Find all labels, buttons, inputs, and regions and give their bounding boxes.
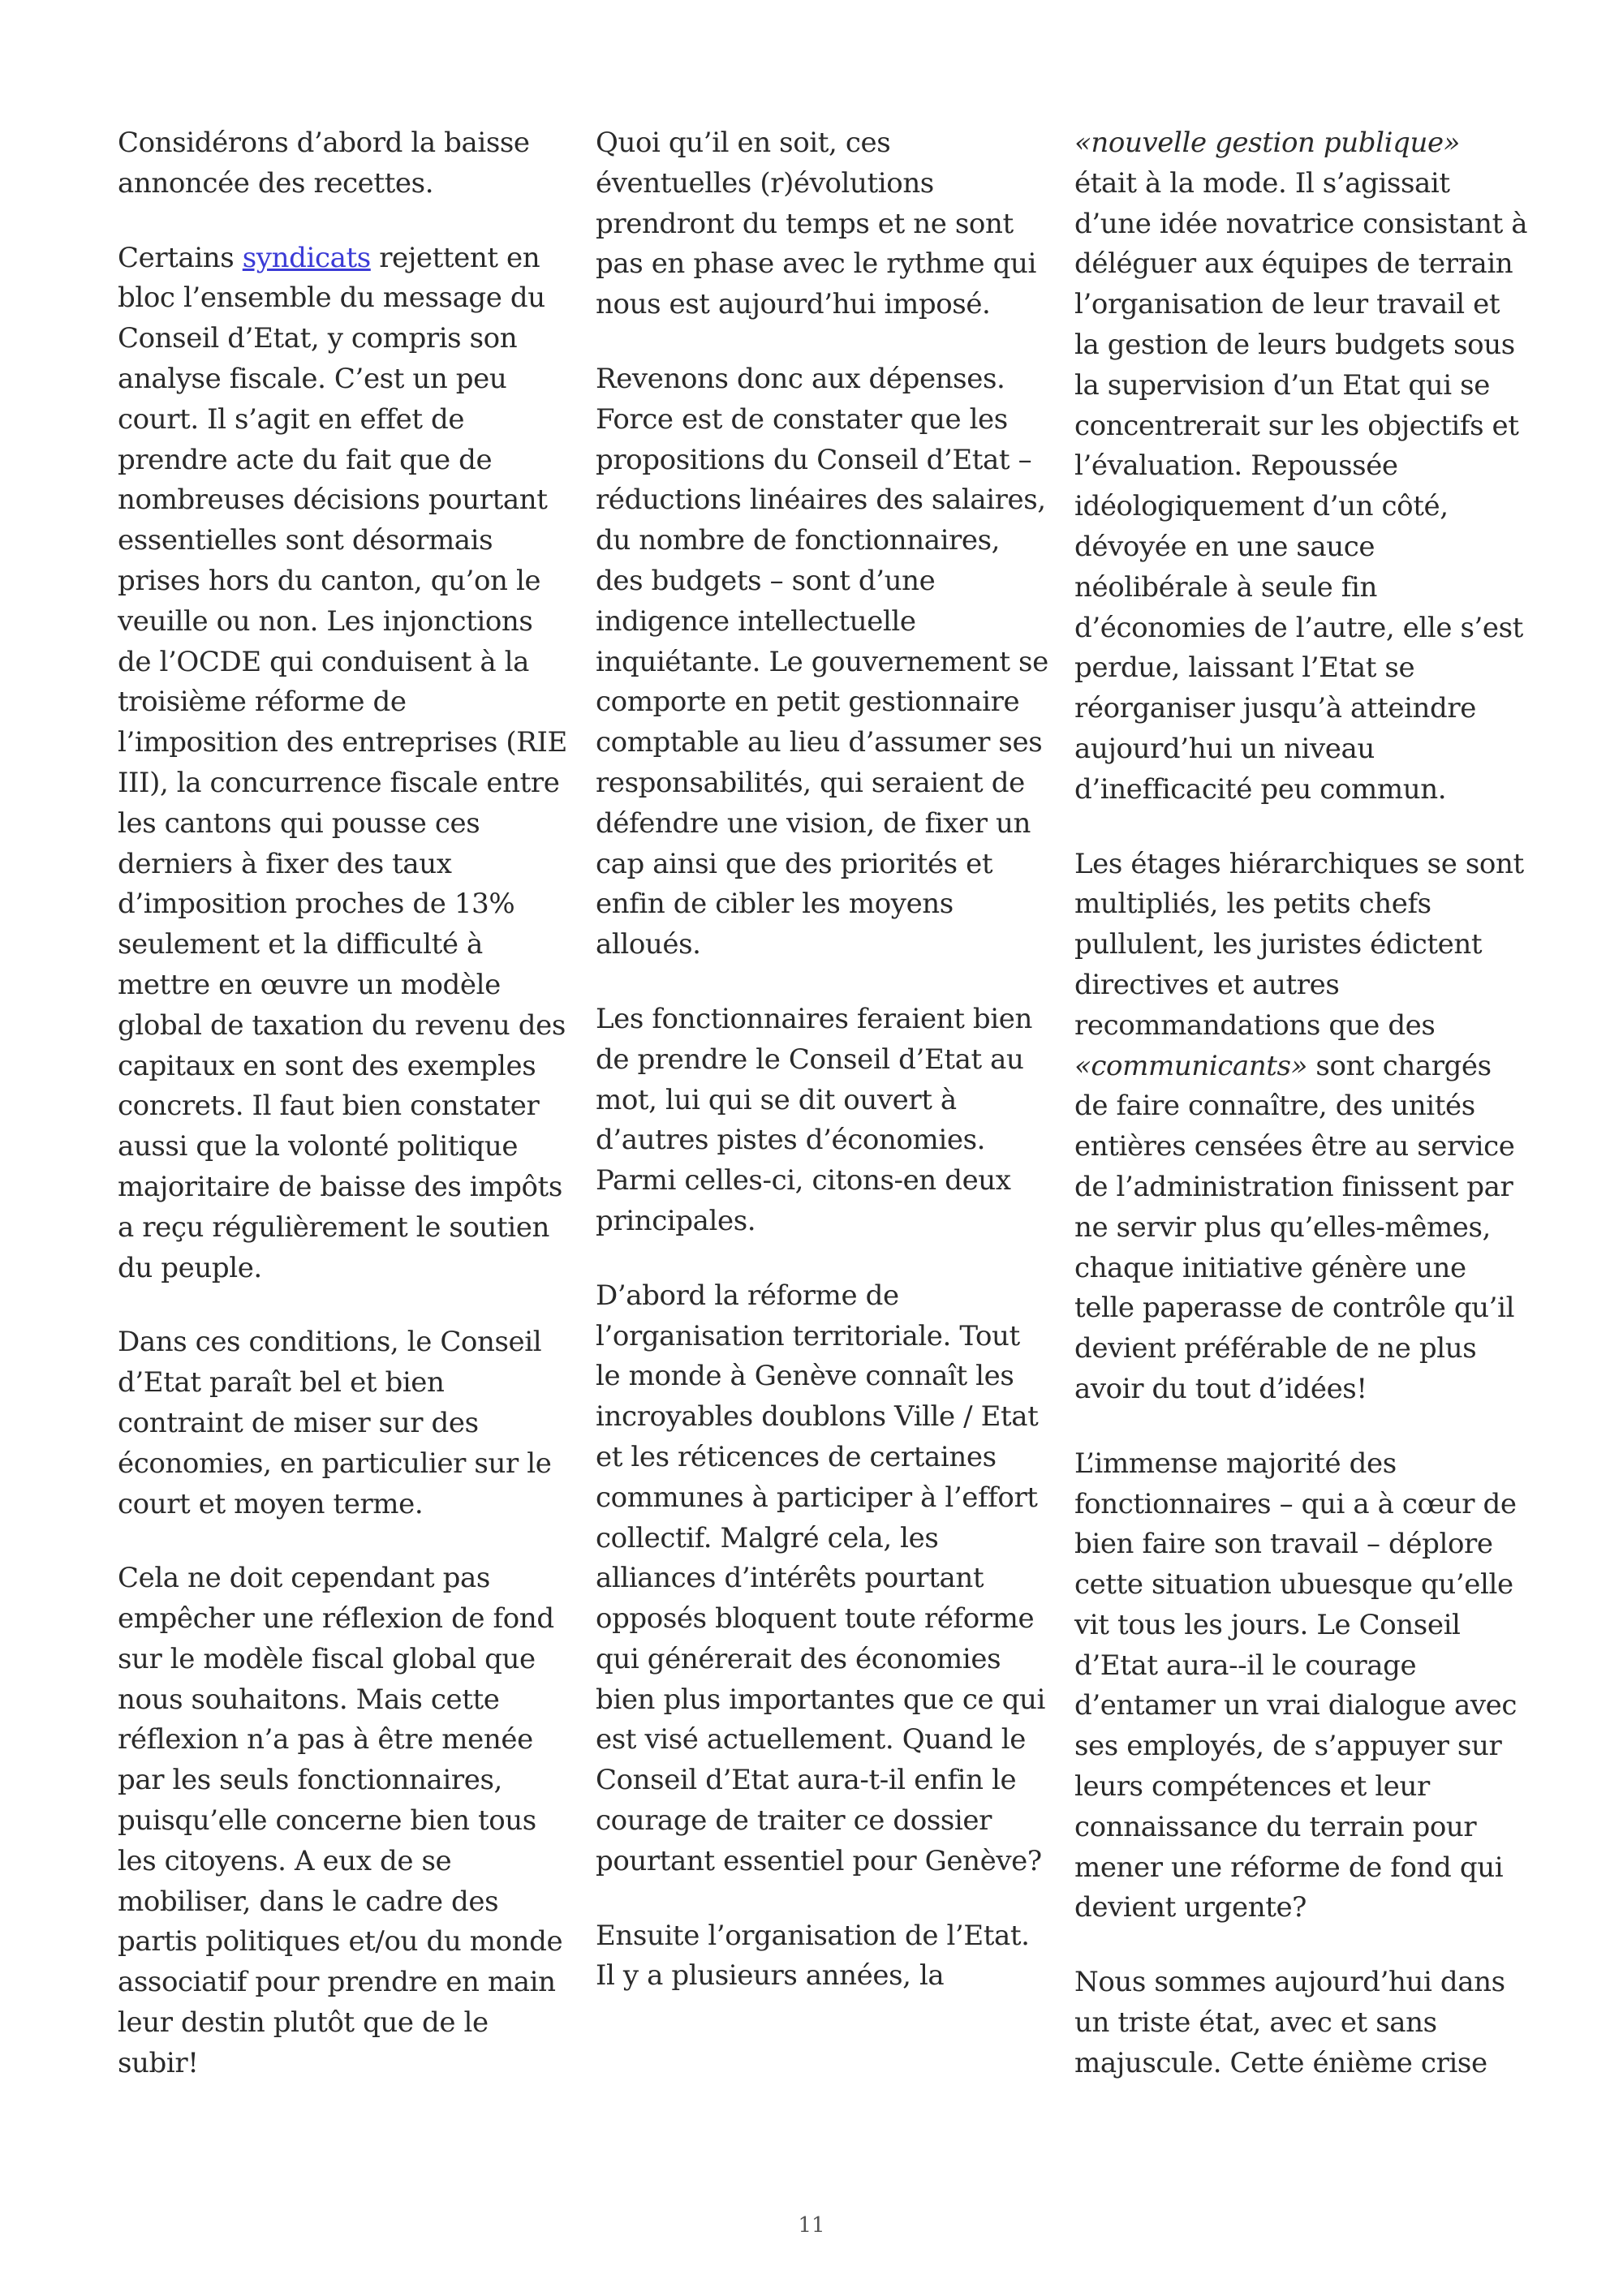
paragraph: Considérons d’abord la baisse annoncée des recettes. [118, 127, 530, 200]
paragraph-text: sont chargés de faire connaître, des unités entières censées être au service de l’administration finissent par ne servir plus qu’elles-mêmes, chaque initiative génère une telle paperasse de contrôle qu’il devient préférable de ne plus avoir du tout d’idées! [1074, 1049, 1515, 1405]
paragraph: Quoi qu’il en soit, ces éventuelles (r)évolutions prendront du temps et ne sont pas en phase avec le rythme qui nous est aujourd’hui imposé. [596, 127, 1037, 321]
page-number: 11 [798, 2213, 825, 2238]
paragraph-text: était à la mode. Il s’agissait d’une idée novatrice consistant à déléguer aux équipes de terrain l’organisation de leur travail et la gestion de leurs budgets sous la supervision d’un Etat qui se concentrerait sur les objectifs et l’évaluation. Repoussée idéologiquement d’un côté, dévoyée en une sauce néolibérale à seule fin d’économies de l’autre, elle s’est perdue, laissant l’Etat se réorganiser jusqu’à atteindre aujourd’hui un niveau d’inefficacité peu commun. [1074, 166, 1528, 806]
text-column-2 [596, 123, 1050, 2031]
paragraph: D’abord la réforme de l’organisation territoriale. Tout le monde à Genève connaît les incroyables doublons Ville / Etat et les réticences de certaines communes à participer à l’effort collectif. Malgré cela, les alliances d’intérêts pourtant opposés bloquent toute réforme qui générerait des économies bien plus importantes que ce qui est visé actuellement. Quand le Conseil d’Etat aura-t-il enfin le courage de traiter ce dossier pourtant essentiel pour Genève? [596, 1279, 1046, 1877]
text-column-3 [1074, 123, 1529, 2118]
italic-term: «communicants» [1074, 1049, 1307, 1082]
paragraph [1074, 845, 1529, 1410]
paragraph: Nous sommes aujourd’hui dans un triste état, avec et sans majuscule. Cette énième crise [1074, 1966, 1505, 2079]
syndicats-link[interactable]: syndicats [242, 241, 371, 274]
paragraph: Ensuite l’organisation de l’Etat. Il y a plusieurs années, la [596, 1919, 1030, 1993]
paragraph [118, 239, 572, 1289]
paragraph: Revenons donc aux dépenses. Force est de constater que les propositions du Conseil d’Etat – réductions linéaires des salaires, du nombre de fonctionnaires, des budgets – sont d’une indigence intellectuelle inquiétante. Le gouvernement se comporte en petit gestionnaire comptable au lieu d’assumer ses responsabilités, qui seraient de défendre une vision, de fixer un cap ainsi que des priorités et enfin de cibler les moyens alloués. [596, 362, 1048, 961]
paragraph: L’immense majorité des fonctionnaires – qui a à cœur de bien faire son travail – déplore cette situation ubuesque qu’elle vit tous les jours. Le Conseil d’Etat aura--il le courage d’entamer un vrai dialogue avec ses employés, de s’appuyer sur leurs compétences et leur connaissance du terrain pour mener une réforme de fond qui devient urgente? [1074, 1447, 1518, 1924]
paragraph-text: rejettent en bloc l’ensemble du message du Conseil d’Etat, y compris son analyse fiscale. C’est un peu court. Il s’agit en effet de prendre acte du fait que de nombreuses décisions pourtant essentielles sont désormais prises hors du canton, qu’on le veuille ou non. Les injonctions de l’OCDE qui conduisent à la troisième réforme de l’imposition des entreprises (RIE III), la concurrence fiscale entre les cantons qui pousse ces derniers à fixer des taux d’imposition proches de 13% seulement et la difficulté à mettre en œuvre un modèle global de taxation du revenu des capitaux en sont des exemples concrets. Il faut bien constater aussi que la volonté politique majoritaire de baisse des impôts a reçu régulièrement le soutien du peuple. [118, 241, 567, 1284]
paragraph: Cela ne doit cependant pas empêcher une réflexion de fond sur le modèle fiscal global que nous souhaitons. Mais cette réflexion n’a pas à être menée par les seuls fonctionnaires, puisqu’elle concerne bien tous les citoyens. A eux de se mobiliser, dans le cadre des partis politiques et/ou du monde associatif pour prendre en main leur destin plutôt que de le subir! [118, 1562, 563, 2079]
italic-term: «nouvelle gestion publique» [1074, 127, 1461, 159]
paragraph: Les fonctionnaires feraient bien de prendre le Conseil d’Etat au mot, lui qui se dit ouvert à d’autres pistes d’économies. Parmi celles-ci, citons-en deux principales. [596, 1002, 1032, 1237]
paragraph-text: Les étages hiérarchiques se sont multipliés, les petits chefs pullulent, les juristes édictent directives et autres recommandations que des [1074, 847, 1524, 1042]
paragraph [1074, 123, 1529, 810]
paragraph-text: Certains [118, 241, 243, 274]
text-column-1 [118, 123, 572, 2118]
paragraph: Dans ces conditions, le Conseil d’Etat paraît bel et bien contraint de miser sur des économies, en particulier sur le court et moyen terme. [118, 1326, 552, 1520]
